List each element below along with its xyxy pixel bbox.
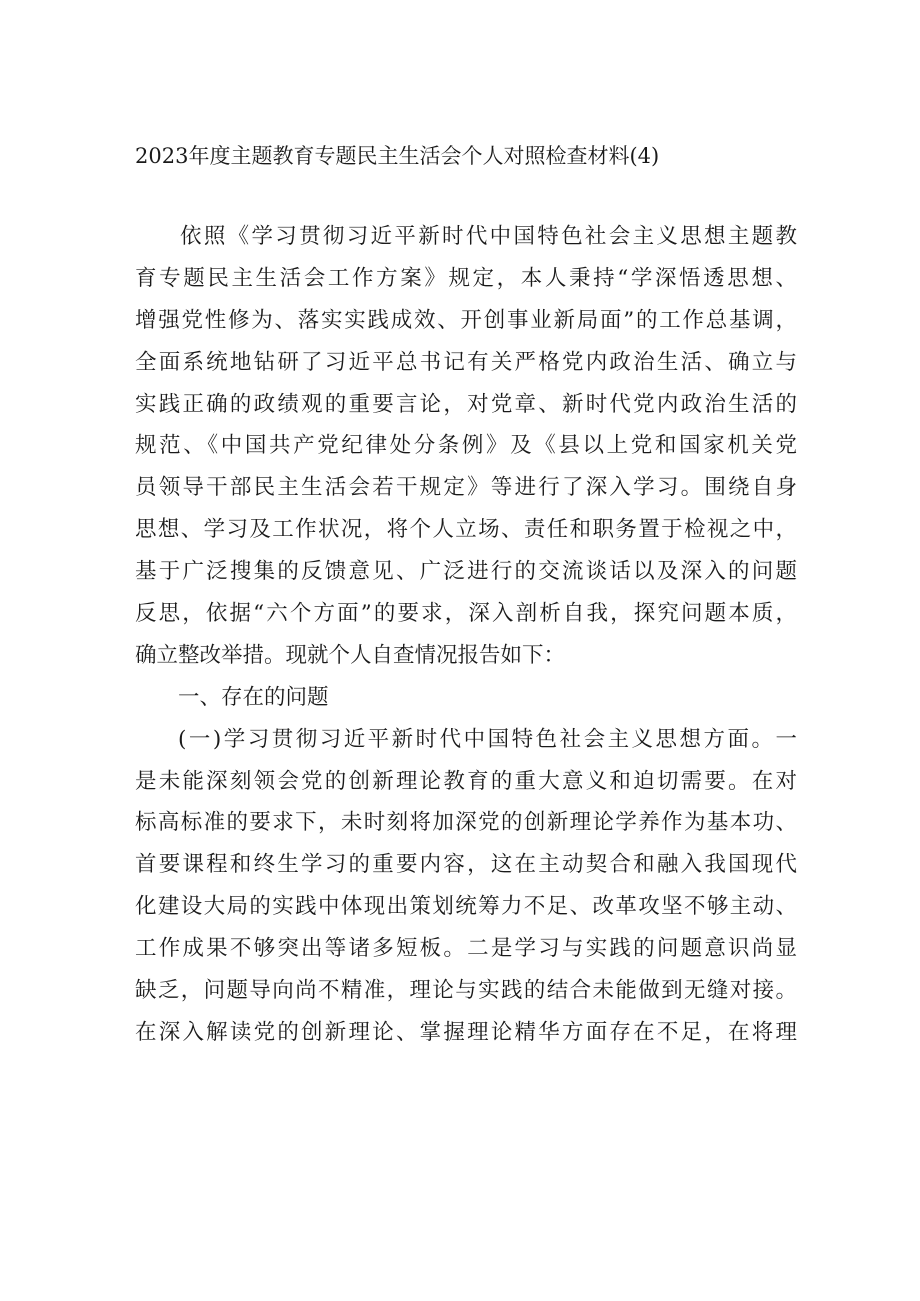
section-heading: 一、存在的问题 xyxy=(178,684,329,710)
paragraph-line: 育专题民主生活会工作方案》规定，本人秉持“学深悟透思想、 xyxy=(135,265,797,291)
paragraph-line: 基于广泛搜集的反馈意见、广泛进行的交流谈话以及深入的问题 xyxy=(135,559,797,585)
paragraph-line: 首要课程和终生学习的重要内容，这在主动契合和融入我国现代 xyxy=(135,852,797,878)
paragraph-line: 规范、《中国共产党纪律处分条例》及《县以上党和国家机关党 xyxy=(135,433,797,459)
paragraph-line: 在深入解读党的创新理论、掌握理论精华方面存在不足，在将理 xyxy=(135,1019,797,1045)
paragraph-line: 缺乏，问题导向尚不精准，理论与实践的结合未能做到无缝对接。 xyxy=(135,978,797,1004)
paragraph-line: 思想、学习及工作状况，将个人立场、责任和职务置于检视之中， xyxy=(135,517,797,543)
paragraph-line: 员领导干部民主生活会若干规定》等进行了深入学习。围绕自身 xyxy=(135,475,797,501)
paragraph-line: 确立整改举措。现就个人自查情况报告如下： xyxy=(135,642,566,668)
paragraph-line: 工作成果不够突出等诸多短板。二是学习与实践的问题意识尚显 xyxy=(135,936,797,962)
paragraph-line: 全面系统地钻研了习近平总书记有关严格党内政治生活、确立与 xyxy=(135,349,797,375)
paragraph-line: 标高标准的要求下，未时刻将加深党的创新理论学养作为基本功、 xyxy=(135,810,797,836)
paragraph-line: 是未能深刻领会党的创新理论教育的重大意义和迫切需要。在对 xyxy=(135,768,797,794)
document-body xyxy=(135,216,797,1054)
paragraph-line: 增强党性修为、落实实践成效、开创事业新局面”的工作总基调， xyxy=(135,307,797,333)
paragraph-line: 实践正确的政绩观的重要言论，对党章、新时代党内政治生活的 xyxy=(135,391,797,417)
document-title: 2023年度主题教育专题民主生活会个人对照检查材料(4) xyxy=(135,144,660,168)
paragraph-line: 反思，依据“六个方面”的要求，深入剖析自我，探究问题本质， xyxy=(135,601,797,627)
paragraph-line: 化建设大局的实践中体现出策划统筹力不足、改革攻坚不够主动、 xyxy=(135,894,797,920)
paragraph-line: (一)学习贯彻习近平新时代中国特色社会主义思想方面。一 xyxy=(178,726,797,752)
paragraph-line: 依照《学习贯彻习近平新时代中国特色社会主义思想主题教 xyxy=(180,224,797,249)
